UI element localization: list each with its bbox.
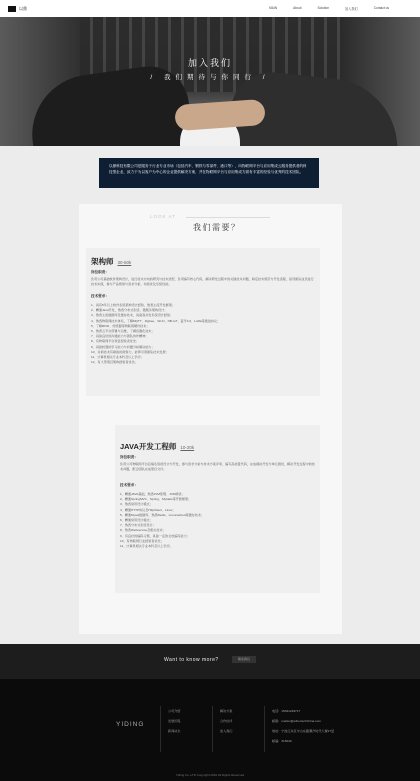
footer (0, 679, 420, 781)
list-item: 4、精通HTTP协议及HttpClient、Linux； (120, 507, 176, 512)
logo-mark-icon (8, 6, 16, 12)
requirements-heading: 技术要求： (91, 294, 109, 298)
list-item: 11、计算机相关专业本科及以上学历。 (120, 544, 173, 549)
main-nav (266, 6, 412, 11)
list-item: 6、熟悉云平台部署与运维，了解容器化技术； (91, 329, 155, 334)
top-navigation-bar (0, 0, 420, 17)
footer-divider (264, 706, 265, 752)
list-item: 10、有物联网行业经验者优先； (120, 538, 164, 543)
list-item: 1、精通JAVA基础，熟悉JVM原理、JVM调优； (120, 492, 185, 496)
job-title-text: JAVA开发工程师 (120, 442, 177, 451)
job-title (120, 441, 194, 452)
list-item: 5、精通Mysql数据库、熟悉Redis、memcached等缓存技术； (120, 512, 205, 517)
list-item: 8、熟悉Webservice及相关技术； (120, 528, 166, 533)
footer-link[interactable]: 新闻动态 (168, 729, 181, 733)
footer-link[interactable]: 合作伙伴 (220, 719, 233, 723)
list-item: 3、熟悉主流数据库及缓存技术，具备高并发系统设计经验； (91, 313, 174, 318)
list-item: 2、精通Java开发，熟悉分布式系统、微服务架构设计； (91, 308, 168, 313)
list-item: 7、熟悉分布式系统设计； (120, 523, 156, 528)
duty-heading: 岗位职责： (91, 270, 109, 274)
footer-divider (212, 706, 213, 752)
nav-item-about[interactable]: About (293, 6, 302, 10)
nav-item-contact[interactable]: Contact us (373, 6, 389, 10)
nav-item-join-us[interactable]: 加入我们 (345, 7, 358, 11)
requirements-list (91, 303, 315, 365)
list-item: 3、熟悉常用设计模式； (120, 502, 153, 507)
footer-link[interactable]: 解决方案 (220, 709, 233, 713)
company-intro: 以鼎科技有限公司是服务于行业专业市场（包括汽车、钢铁与零部件、港口等），向物联网平台与应用集成云服务提供者的科技型企业，致力于为以客户为中心的企业提供解决方案，并在物联网平台与应用集成方面有丰富的经验与优秀的技术团队。 (99, 158, 319, 188)
list-item: 2、精通SpringMVC、Spring、Mybatis等开源框架； (120, 497, 192, 502)
duty-heading: 岗位职责： (120, 455, 138, 459)
list-item: 12、有大型项目架构经验者优先。 (91, 360, 138, 365)
job-salary: 30-50k (117, 260, 132, 265)
footer-link[interactable]: 发展历程 (168, 719, 181, 723)
copyright: Yiding Co.,LTD Copyright 2016 All Rights Reserved (175, 773, 245, 777)
footer-contact (272, 706, 334, 746)
footer-brand: YIDING (116, 721, 145, 728)
look-at-label: LOOK AT (150, 214, 176, 219)
list-item: 9、有良好的编码习惯，具备一定的文档编写能力； (120, 533, 190, 538)
hero-title: 加入我们 (187, 59, 232, 69)
cta-text: Want to know more? (164, 657, 219, 663)
footer-links-col1 (168, 706, 180, 736)
job-title-text: 架构师 (91, 257, 114, 266)
job-card-architect (86, 248, 320, 396)
footer-postcode: 邮编：315040 (272, 739, 292, 743)
logo[interactable] (8, 6, 27, 12)
footer-link[interactable]: 公司介绍 (168, 709, 181, 713)
section-title: 我们需要？ (193, 223, 241, 232)
requirements-list (120, 492, 316, 549)
requirements-heading: 技术要求： (120, 483, 138, 487)
job-card-java-engineer (115, 425, 320, 593)
list-item: 11、计算机相关专业本科及以上学历； (91, 355, 144, 360)
list-item: 8、有物联网平台项目经验者优先； (91, 339, 140, 344)
nav-item-solution[interactable]: Solution (317, 6, 329, 10)
list-item: 4、熟悉物联网技术体系，了解MQTT、Zigbee、Wi-Fi、NB-IoT、蓝牙4.0、LoRa等通信协议； (91, 318, 221, 323)
logo-text: 以鼎 (19, 5, 27, 11)
footer-phone: 电话：15021249717 (272, 709, 301, 713)
divider (186, 217, 270, 218)
list-item: 10、对新技术有敏锐的洞察力，能够引领团队技术发展； (91, 349, 169, 354)
job-salary: 10-20k (180, 445, 195, 450)
footer-links-col2 (220, 706, 232, 736)
duty-text: 负责公司基础软件架构设计，进行技术方向的研究与技术选型，负责编写核心代码，解决研发过程中的关键技术问题，制定技术规范与开发流程，指导团队成员进行技术实现，参与产品规划与需求分析，持续优化系统性能。 (91, 277, 314, 286)
duty-text: 负责公司物联网平台后端系统的设计与开发，参与需求分析与技术方案评审，编写高质量代码，完成模块开发与单元测试，解决开发过程中的技术问题，配合团队完成项目交付。 (120, 462, 315, 471)
hero-banner (0, 17, 420, 146)
contact-button[interactable]: 联系我们 (232, 656, 256, 663)
list-item: 5、了解RFID、传感器等物联网硬件技术； (91, 323, 150, 328)
list-item: 9、具备较强的学习能力与问题分析解决能力； (91, 344, 155, 349)
hero-subtitle: / 我们期待与你同行 / (150, 74, 270, 81)
nav-item-main[interactable]: MAIN (269, 6, 278, 10)
footer-divider (160, 706, 161, 752)
job-title (91, 256, 131, 267)
list-item: 6、精通常用设计模式； (120, 518, 153, 523)
footer-address: 地址：宁波江东区中山东路潮汐时代大厦17层 (272, 729, 335, 733)
list-item: 1、具有5年以上软件系统架构设计经验，熟悉主流开发框架； (91, 303, 175, 307)
list-item: 7、具备良好的沟通能力与团队协作精神； (91, 334, 149, 339)
footer-link[interactable]: 加入我们 (220, 729, 233, 733)
footer-email[interactable]: 邮箱：market@ethertechchina.com (272, 719, 321, 723)
